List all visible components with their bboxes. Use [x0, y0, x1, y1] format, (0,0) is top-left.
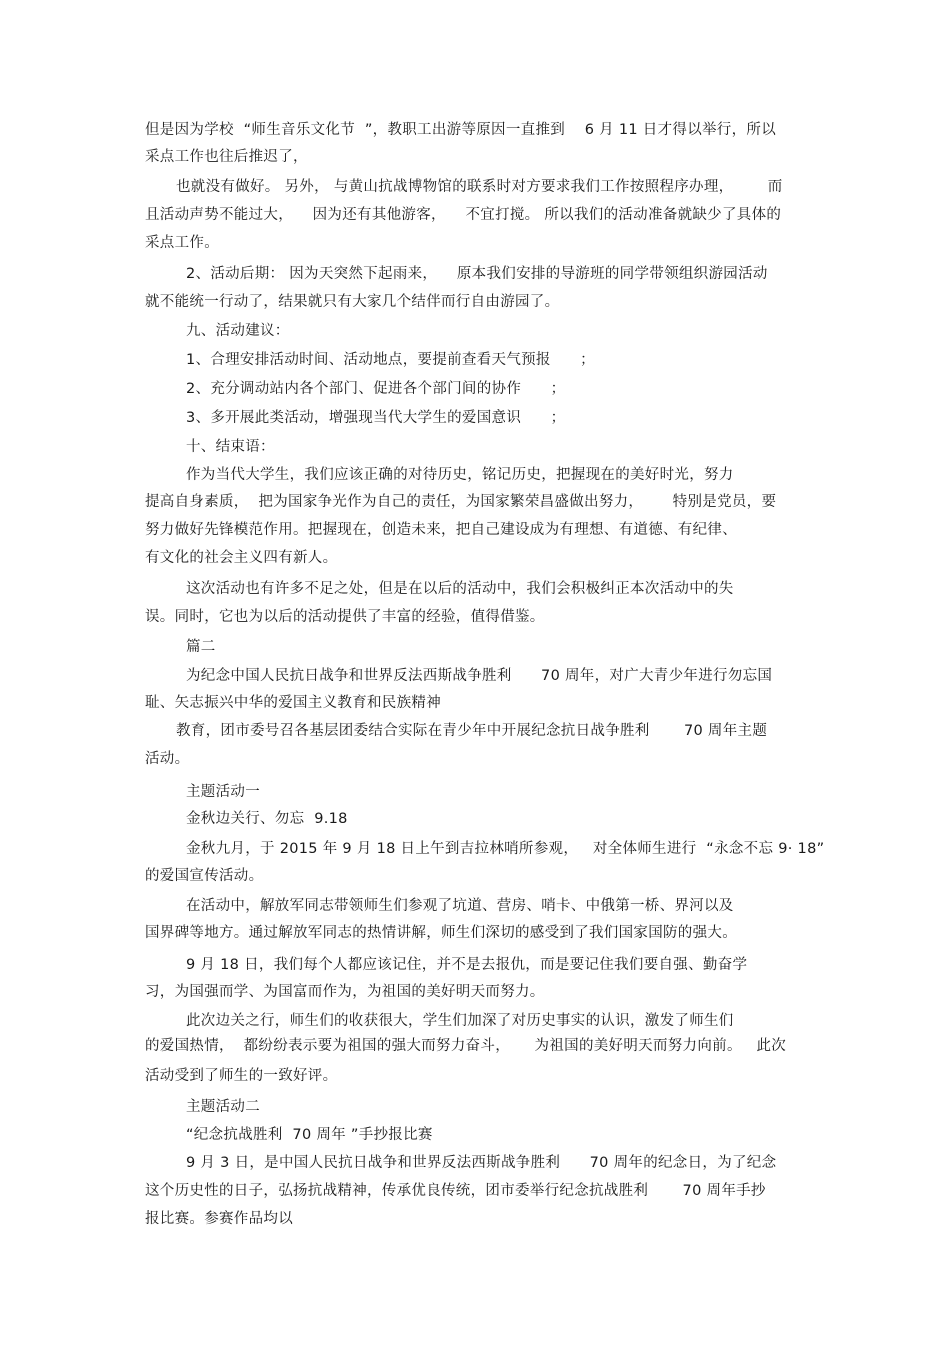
text-line: 但是因为学校 “师生音乐文化节 ”，教职工出游等原因一直推到 6 月 11 日才得以举行，所以: [145, 122, 776, 138]
text-line: 为纪念中国人民抗日战争和世界反法西斯战争胜利 70 周年，对广大青少年进行勿忘国: [186, 668, 773, 684]
text-line: 也就没有做好。 另外， 与黄山抗战博物馆的联系时对方要求我们工作按照程序办理， 而: [176, 179, 783, 195]
text-line: 这次活动也有许多不足之处，但是在以后的活动中，我们会积极纠正本次活动中的失: [186, 581, 734, 597]
text-line: 9 月 18 日，我们每个人都应该记住，并不是去报仇，而是要记住我们要自强、勤奋学: [186, 957, 748, 973]
text-line: 耻、矢志振兴中华的爱国主义教育和民族精神: [145, 695, 441, 711]
text-line: 国界碑等地方。通过解放军同志的热情讲解，师生们深切的感受到了我们国家国防的强大。: [145, 925, 737, 941]
text-line: 的爱国宣传活动。: [145, 868, 264, 884]
text-line: 教育，团市委号召各基层团委结合实际在青少年中开展纪念抗日战争胜利 70 周年主题: [176, 723, 768, 739]
text-line: 采点工作也往后推迟了，: [145, 149, 308, 165]
text-line: 采点工作。: [145, 235, 219, 251]
text-line: 在活动中，解放军同志带领师生们参观了坑道、营房、哨卡、中俄第一桥、界河以及: [186, 898, 734, 914]
text-line: 提高自身素质， 把为国家争光作为自己的责任，为国家繁荣昌盛做出努力， 特别是党员，要: [145, 494, 777, 510]
text-line: 有文化的社会主义四有新人。: [145, 550, 338, 566]
text-line: 金秋边关行、勿忘 9.18: [186, 811, 348, 827]
text-line: 2、充分调动站内各个部门、促进各个部门间的协作 ；: [186, 381, 566, 397]
text-line: 报比赛。参赛作品均以: [145, 1211, 293, 1227]
text-line: 1、合理安排活动时间、活动地点，要提前查看天气预报 ；: [186, 352, 595, 368]
text-line: 就不能统一行动了，结果就只有大家几个结伴而行自由游园了。: [145, 294, 560, 310]
text-line: 活动受到了师生的一致好评。: [145, 1068, 338, 1084]
text-line: 9 月 3 日，是中国人民抗日战争和世界反法西斯战争胜利 70 周年的纪念日，为了纪念: [186, 1155, 777, 1171]
text-line: “纪念抗战胜利 70 周年 ”手抄报比赛: [186, 1127, 433, 1143]
text-line: 努力做好先锋模范作用。把握现在，创造未来，把自己建设成为有理想、有道德、有纪律、: [145, 522, 737, 538]
text-line: 十、结束语：: [186, 439, 275, 455]
text-line: 这个历史性的日子，弘扬抗战精神，传承优良传统，团市委举行纪念抗战胜利 70 周年手抄: [145, 1183, 766, 1199]
text-line: 习，为国强而学、为国富而作为，为祖国的美好明天而努力。: [145, 984, 545, 1000]
text-line: 且活动声势不能过大， 因为还有其他游客， 不宜打搅。 所以我们的活动准备就缺少了具体的: [145, 207, 782, 223]
text-line: 九、活动建议：: [186, 323, 290, 339]
text-line: 主题活动一: [186, 784, 260, 800]
text-line: 的爱国热情， 都纷纷表示要为祖国的强大而努力奋斗， 为祖国的美好明天而努力向前。 此次: [145, 1038, 787, 1054]
text-line: 此次边关之行，师生们的收获很大，学生们加深了对历史事实的认识，激发了师生们: [186, 1013, 734, 1029]
text-line: 作为当代大学生，我们应该正确的对待历史，铭记历史，把握现在的美好时光，努力: [186, 467, 734, 483]
text-line: 误。同时，它也为以后的活动提供了丰富的经验，值得借鉴。: [145, 609, 545, 625]
text-line: 金秋九月，于 2015 年 9 月 18 日上午到吉拉林哨所参观， 对全体师生进行 “永念不忘 9· 18”: [186, 841, 825, 857]
text-line: 篇二: [186, 639, 216, 655]
text-line: 活动。: [145, 751, 190, 767]
text-line: 主题活动二: [186, 1099, 260, 1115]
text-line: 3、多开展此类活动，增强现当代大学生的爱国意识 ；: [186, 410, 566, 426]
text-line: 2、活动后期： 因为天突然下起雨来， 原本我们安排的导游班的同学带领组织游园活动: [186, 266, 768, 282]
